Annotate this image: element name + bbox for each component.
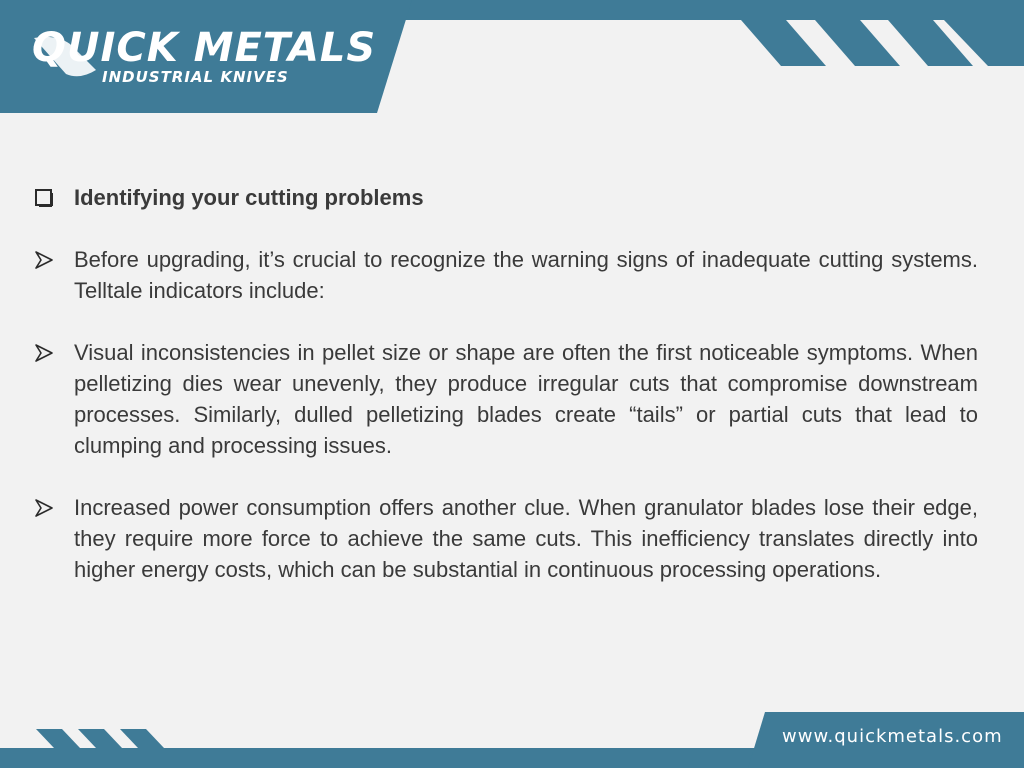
logo-tagline: INDUSTRIAL KNIVES bbox=[102, 68, 289, 86]
bullet-text: Visual inconsistencies in pellet size or shape are often the first noticeable symptoms. When pelletizing dies wear unevenly, they produce irregular cuts that compromise downstream processes. Similarly, dulled pelletizing blades create “tails” or partial cuts that lead to clumping and processing issues. bbox=[74, 340, 978, 458]
arrowhead-bullet-icon bbox=[34, 244, 64, 278]
footer-stripe bbox=[78, 729, 122, 748]
section-heading bbox=[34, 182, 978, 213]
bullet-item bbox=[34, 337, 978, 461]
bullet-text: Before upgrading, it’s crucial to recognize the warning signs of inadequate cutting systems. Telltale indicators include: bbox=[74, 247, 978, 303]
bullet-item bbox=[34, 492, 978, 585]
heading-text: Identifying your cutting problems bbox=[74, 185, 424, 210]
bullet-item bbox=[34, 244, 978, 306]
logo-name: QUICK METALS bbox=[32, 25, 377, 71]
slide-content bbox=[34, 182, 978, 585]
header-stripe bbox=[741, 20, 826, 66]
header-stripe bbox=[815, 20, 900, 66]
website-link[interactable]: www.quickmetals.com bbox=[782, 726, 1003, 747]
arrowhead-bullet-icon bbox=[34, 492, 64, 526]
bullet-text: Increased power consumption offers another clue. When granulator blades lose their edge, they require more force to achieve the same cuts. This inefficiency translates directly into higher energy costs, which can be substantial in continuous processing operations. bbox=[74, 495, 978, 582]
footer-stripe bbox=[36, 729, 80, 748]
checkbox-square-icon bbox=[34, 182, 64, 216]
footer-stripe bbox=[120, 729, 164, 748]
company-logo bbox=[32, 25, 377, 86]
arrowhead-bullet-icon bbox=[34, 337, 64, 371]
